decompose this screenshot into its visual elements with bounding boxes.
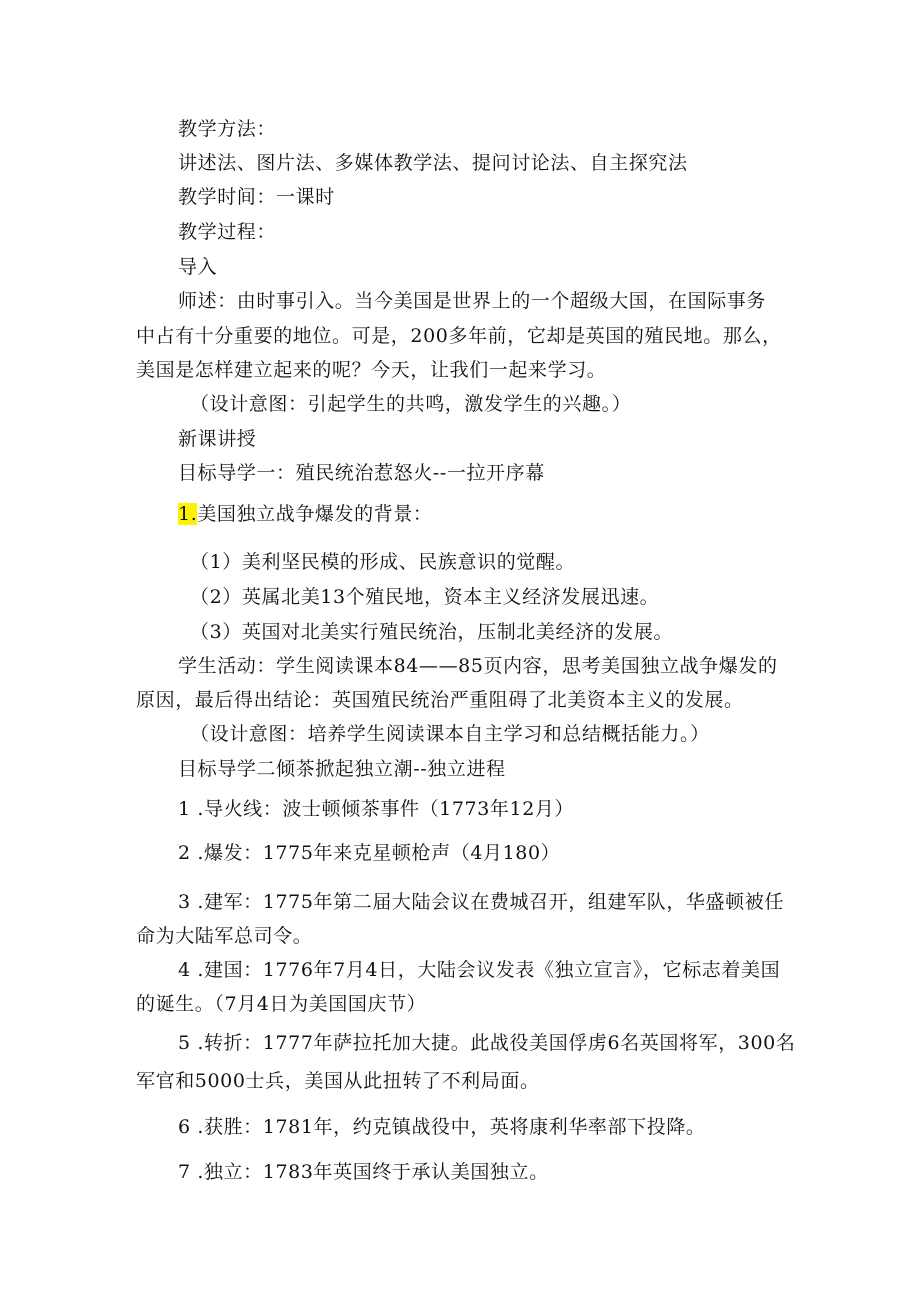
intro-design-note: （设计意图：引起学生的共鸣，激发学生的兴趣。）	[190, 393, 632, 415]
activity-design-note: （设计意图：培养学生阅读课本自主学习和总结概括能力。）	[190, 723, 710, 745]
process-step-3-line-1: 3 .建军：1775年第二届大陆会议在费城召开，组建军队，华盛顿被任	[178, 891, 784, 913]
background-number-highlight: 1.	[178, 503, 198, 525]
teaching-methods-list: 讲述法、图片法、多媒体教学法、提问讨论法、自主探究法	[178, 152, 688, 174]
process-step-2: 2 .爆发：1775年来克星顿枪声（4月180）	[178, 842, 561, 864]
background-item-3: （3）英国对北美实行殖民统治，压制北美经济的发展。	[190, 621, 674, 643]
background-item-1: （1）美利坚民模的形成、民族意识的觉醒。	[190, 551, 576, 573]
process-step-3-line-2: 命为大陆军总司令。	[136, 925, 313, 947]
intro-paragraph-line-2: 中占有十分重要的地位。可是，200多年前，它却是英国的殖民地。那么，	[136, 325, 782, 347]
process-step-4-line-1: 4 .建国：1776年7月4日，大陆会议发表《独立宣言》，它标志着美国	[178, 959, 781, 981]
new-lesson-heading: 新课讲授	[178, 428, 257, 450]
teaching-time: 教学时间：一课时	[178, 186, 335, 208]
teaching-method-heading: 教学方法：	[178, 118, 277, 140]
goal-one-heading: 目标导学一：殖民统治惹怒火--一拉开序幕	[178, 462, 545, 484]
process-step-5-line-2: 军官和5000士兵，美国从此扭转了不利局面。	[136, 1070, 540, 1092]
process-step-4-line-2: 的诞生。（7月4日为美国国庆节）	[136, 993, 427, 1015]
process-step-5-line-1: 5 .转折：1777年萨拉托加大捷。此战役美国俘虏6名英国将军，300名	[178, 1032, 796, 1054]
process-step-6: 6 .获胜：1781年，约克镇战役中，英将康利华率部下投降。	[178, 1116, 706, 1138]
goal-two-heading: 目标导学二倾茶掀起独立潮--独立进程	[178, 758, 506, 780]
student-activity-line-1: 学生活动：学生阅读课本84——85页内容，思考美国独立战争爆发的	[178, 655, 778, 677]
background-title: 美国独立战争爆发的背景：	[197, 503, 433, 525]
intro-heading: 导入	[178, 256, 218, 278]
background-item-2: （2）英属北美13个殖民地，资本主义经济发展迅速。	[190, 586, 660, 608]
background-heading	[178, 502, 433, 526]
teaching-process-heading: 教学过程：	[178, 221, 277, 243]
student-activity-line-2: 原因，最后得出结论：英国殖民统治严重阻碍了北美资本主义的发展。	[136, 689, 744, 711]
intro-paragraph-line-3: 美国是怎样建立起来的呢？今天，让我们一起来学习。	[136, 359, 607, 381]
process-step-1: 1 .导火线：波士顿倾茶事件（1773年12月）	[178, 798, 575, 820]
process-step-7: 7 .独立：1783年英国终于承认美国独立。	[178, 1161, 549, 1183]
intro-paragraph-line-1: 师述：由时事引入。当今美国是世界上的一个超级大国，在国际事务	[178, 290, 767, 312]
